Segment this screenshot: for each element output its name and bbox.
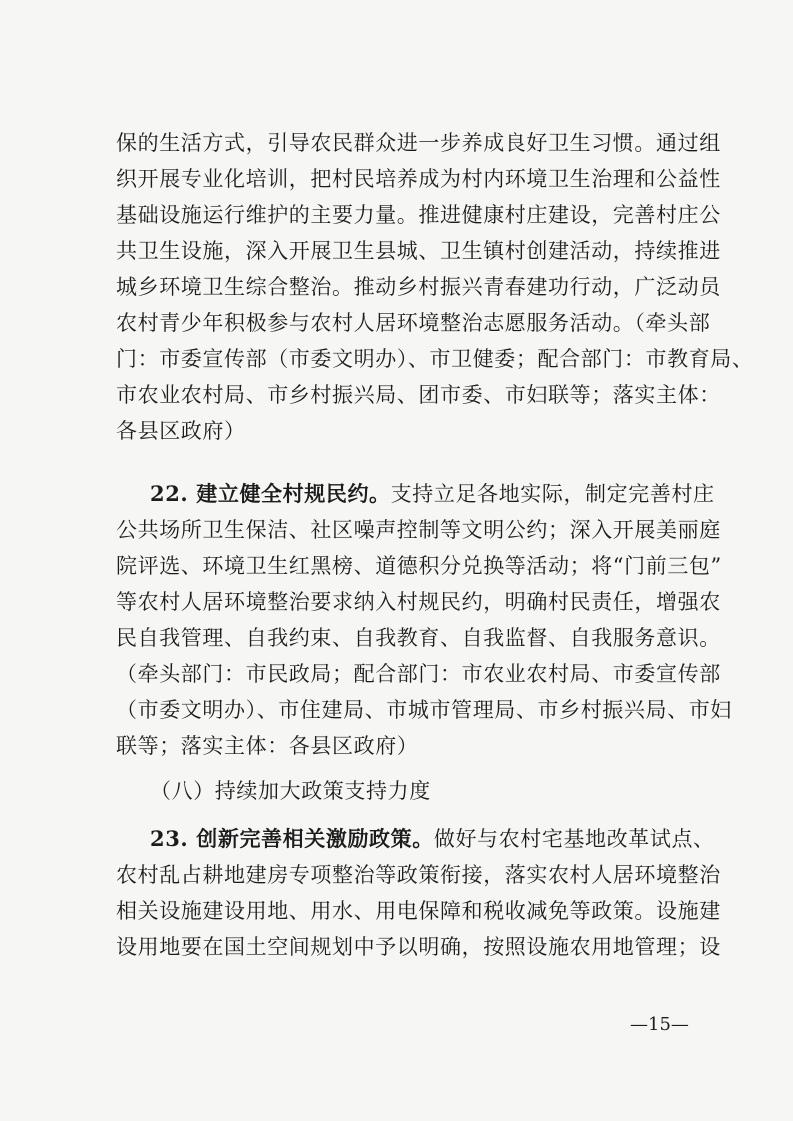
paragraph-line: 农村青少年积极参与农村人居环境整治志愿服务活动。（牵头部: [116, 311, 711, 335]
paragraph-line: 市农业农村局、市乡村振兴局、团市委、市妇联等；落实主体：: [116, 383, 721, 407]
paragraph-line: 城乡环境卫生综合整治。推动乡村振兴青春建功行动，广泛动员: [116, 275, 721, 299]
page-number: —15—: [630, 1014, 689, 1035]
paragraph-line: 农村乱占耕地建房专项整治等政策衔接，落实农村人居环境整治: [116, 863, 721, 887]
section-22-first-line: [150, 479, 715, 509]
paragraph-line: 基础设施运行维护的主要力量。推进健康村庄建设，完善村庄公: [116, 203, 721, 227]
section-23-first-line: [150, 824, 715, 854]
section-23-first-rest: 做好与农村宅基地改革试点、: [433, 827, 715, 851]
paragraph-line: 相关设施建设用地、用水、用电保障和税收减免等政策。设施建: [116, 899, 721, 923]
section-23-heading: 23. 创新完善相关激励政策。: [150, 826, 434, 851]
paragraph-line: 保的生活方式，引导农民群众进一步养成良好卫生习惯。通过组: [116, 131, 721, 155]
section-22-heading: 22. 建立健全村规民约。: [150, 481, 391, 506]
section-22-first-rest: 支持立足各地实际，制定完善村庄: [390, 482, 715, 506]
paragraph-line: 门：市委宣传部（市委文明办）、市卫健委；配合部门：市教育局、: [116, 347, 754, 371]
paragraph-line: 院评选、环境卫生红黑榜、道德积分兑换等活动；将“门前三包”: [116, 554, 722, 578]
paragraph-line: 共卫生设施，深入开展卫生县城、卫生镇村创建活动，持续推进: [116, 239, 721, 263]
paragraph-line: 等农村人居环境整治要求纳入村规民约，明确村民责任，增强农: [116, 590, 721, 614]
paragraph-line: 各县区政府）: [116, 419, 246, 443]
paragraph-line: （市委文明办）、市住建局、市城市管理局、市乡村振兴局、市妇: [116, 698, 732, 722]
paragraph-line: 织开展专业化培训，把村民培养成为村内环境卫生治理和公益性: [116, 167, 721, 191]
section-heading: （八）持续加大政策支持力度: [150, 779, 431, 803]
paragraph-line: （牵头部门：市民政局；配合部门：市农业农村局、市委宣传部: [116, 662, 721, 686]
paragraph-line: 设用地要在国土空间规划中予以明确，按照设施农用地管理；设: [116, 935, 721, 959]
paragraph-line: 联等；落实主体：各县区政府）: [116, 734, 419, 758]
paragraph-line: 公共场所卫生保洁、社区噪声控制等文明公约；深入开展美丽庭: [116, 518, 721, 542]
paragraph-line: 民自我管理、自我约束、自我教育、自我监督、自我服务意识。: [116, 626, 721, 650]
